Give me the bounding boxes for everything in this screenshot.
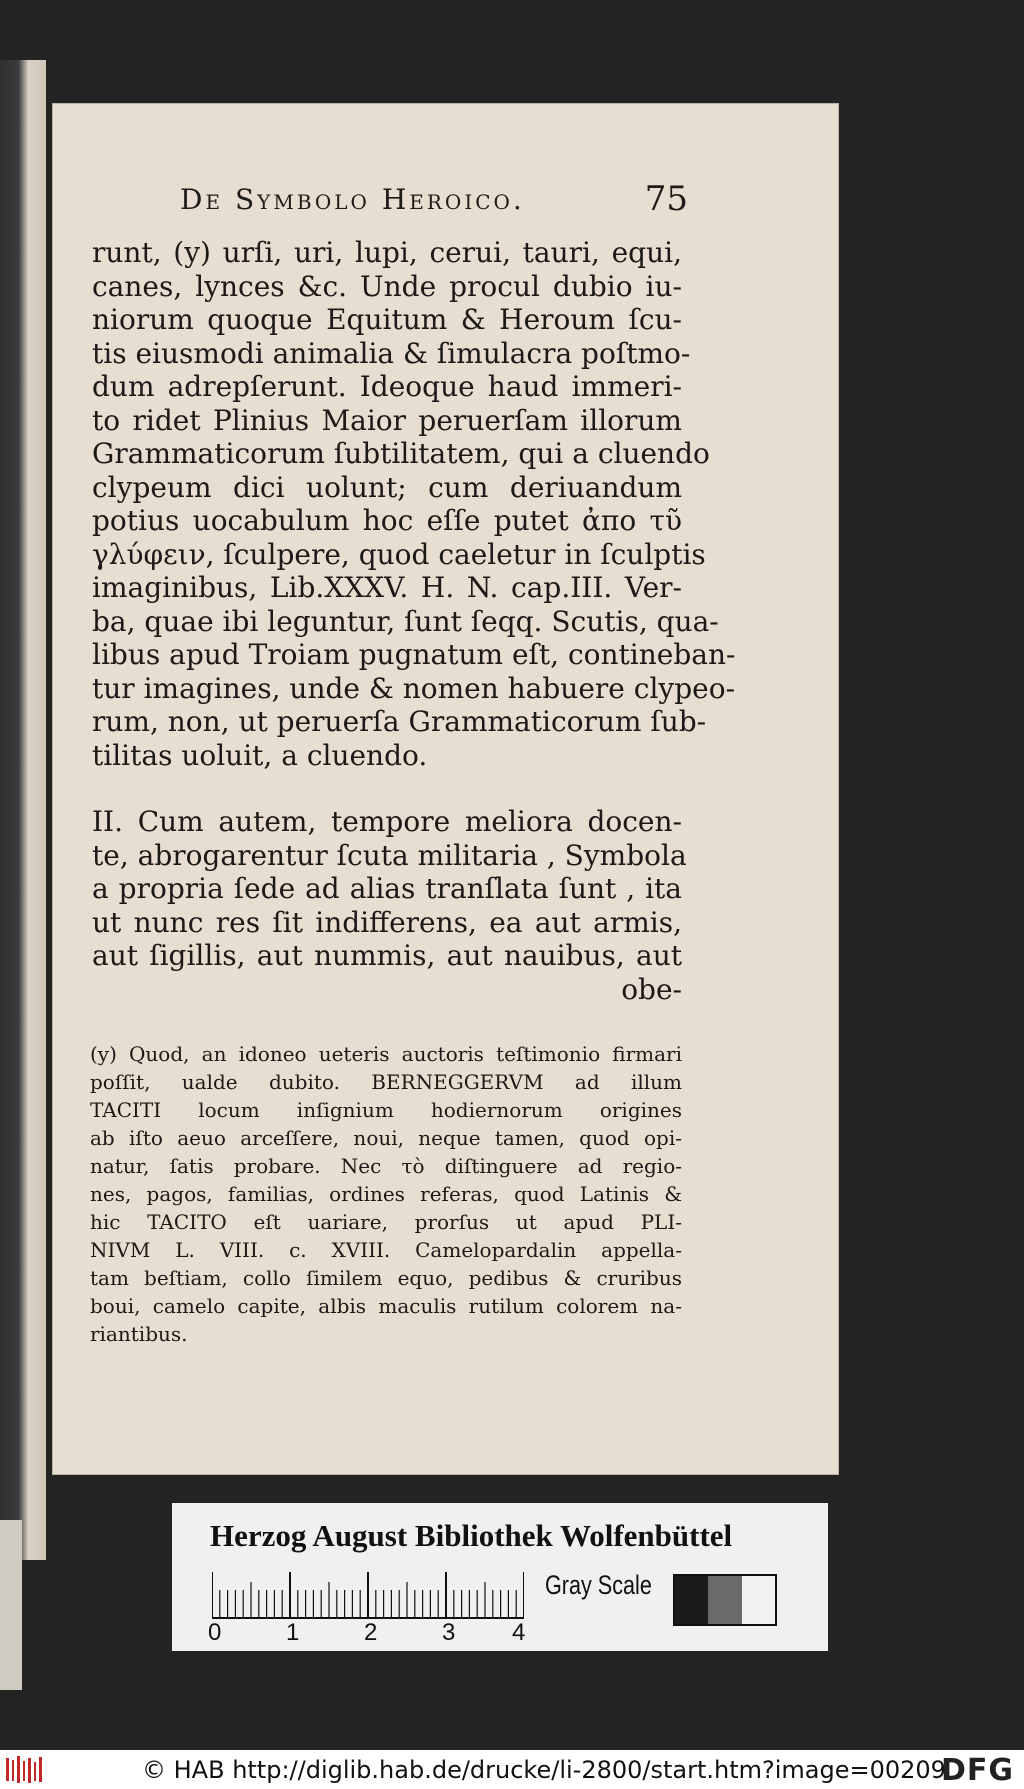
ruler-number: 1 (286, 1619, 300, 1646)
footnote-line: natur, ſatis probare. Nec τὸ diſtinguere ad regio- (90, 1154, 682, 1178)
swatch-dark (675, 1576, 708, 1624)
text-line: ut nunc res ſit indifferens, ea aut armis, (92, 905, 682, 939)
ruler-number: 0 (208, 1619, 222, 1646)
text-line: tilitas uoluit, a cluendo. (92, 738, 428, 772)
swatch-light (742, 1576, 775, 1624)
paragraph-gap (92, 772, 682, 805)
text-line: potius uocabulum hoc eſſe putet ἀπο τῦ (92, 504, 682, 537)
copyright-url[interactable]: © HAB http://diglib.hab.de/drucke/li-2800/start.htm?image=00209 (142, 1756, 946, 1784)
text-line: rum, non, ut peruerſa Grammaticorum ſub- (92, 705, 707, 738)
text-line: γλύφειν, ſculpere, quod caeletur in ſculptis (92, 537, 706, 571)
text-line: tis eiusmodi animalia & ſimulacra poſtmo- (92, 336, 691, 370)
footnote-line: ab iſto aeuo arceſſere, noui, neque tamen, quod opi- (90, 1126, 682, 1150)
adjacent-page-edge (0, 60, 46, 1560)
text-line: ba, quae ibi leguntur, ſunt ſeqq. Scutis, qua- (92, 604, 719, 638)
text-line: a propria ſede ad alias tranſlata ſunt , ita (92, 872, 682, 905)
ruler-number: 4 (512, 1619, 526, 1646)
left-card-strip (0, 1520, 22, 1690)
dfg-logo: DFG (940, 1753, 1014, 1788)
footnote-line: NIVM L. VIII. c. XVIII. Camelopardalin appella- (90, 1238, 682, 1262)
footnote-line: tam beſtiam, collo ſimilem equo, pedibus & cruribus (90, 1266, 682, 1290)
text-line: dum adrepſerunt. Ideoque haud immeri- (92, 370, 682, 403)
hab-barcode-icon (6, 1756, 46, 1783)
main-text (92, 236, 736, 1006)
footnote-line: poſſit, ualde dubito. BERNEGGERVM ad illum (90, 1070, 682, 1094)
footnote (90, 1040, 682, 1348)
text-line: niorum quoque Equitum & Heroum ſcu- (92, 303, 682, 336)
footer-bar (0, 1750, 1024, 1789)
text-line: tur imagines, unde & nomen habuere clypeo- (92, 671, 736, 705)
text-line: aut ſigillis, aut nummis, aut nauibus, aut (92, 939, 682, 972)
text-line: canes, lynces &c. Unde procul dubio iu- (92, 269, 682, 303)
text-line: to ridet Plinius Maior peruerſam illorum (92, 403, 682, 437)
text-line: runt, (y) urſi, uri, lupi, cerui, tauri, equi, (92, 236, 682, 269)
gray-scale-swatches (673, 1574, 777, 1626)
ruler-numbers (204, 1619, 544, 1647)
running-header (128, 179, 688, 223)
running-title: De Symbolo Heroico. (180, 183, 525, 216)
ruler-number: 3 (442, 1619, 456, 1646)
page-number: 75 (644, 179, 688, 219)
text-line: imaginibus, Lib.XXXV. H. N. cap.III. Ver- (92, 571, 682, 604)
footnote-line: (y) Quod, an idoneo ueteris auctoris teſtimonio firmari (90, 1042, 682, 1066)
library-name: Herzog August Bibliothek Wolfenbüttel (210, 1518, 733, 1553)
catchword: obe- (621, 972, 682, 1006)
text-line: Grammaticorum ſubtilitatem, qui a cluendo (92, 437, 710, 470)
text-line: te, abrogarentur ſcuta militaria , Symbola (92, 838, 687, 872)
footnote-line: boui, camelo capite, albis maculis rutilum colorem na- (90, 1294, 682, 1318)
text-line: libus apud Troiam pugnatum eſt, contineban- (92, 638, 736, 671)
swatch-mid (708, 1576, 741, 1624)
gray-scale-label: Gray Scale (545, 1570, 652, 1600)
ruler-number: 2 (364, 1619, 378, 1646)
scale-ruler (212, 1572, 524, 1622)
footnote-line: riantibus. (90, 1322, 188, 1346)
footnote-line: TACITI locum inſignium hodiernorum origines (90, 1098, 682, 1122)
text-line: clypeum dici uolunt; cum deriuandum (92, 470, 682, 504)
text-line: II. Cum autem, tempore meliora docen- (92, 805, 682, 838)
footnote-line: hic TACITO eſt uariare, prorſus ut apud PLI- (90, 1210, 682, 1234)
footnote-line: nes, pagos, familias, ordines referas, quod Latinis & (90, 1182, 682, 1206)
